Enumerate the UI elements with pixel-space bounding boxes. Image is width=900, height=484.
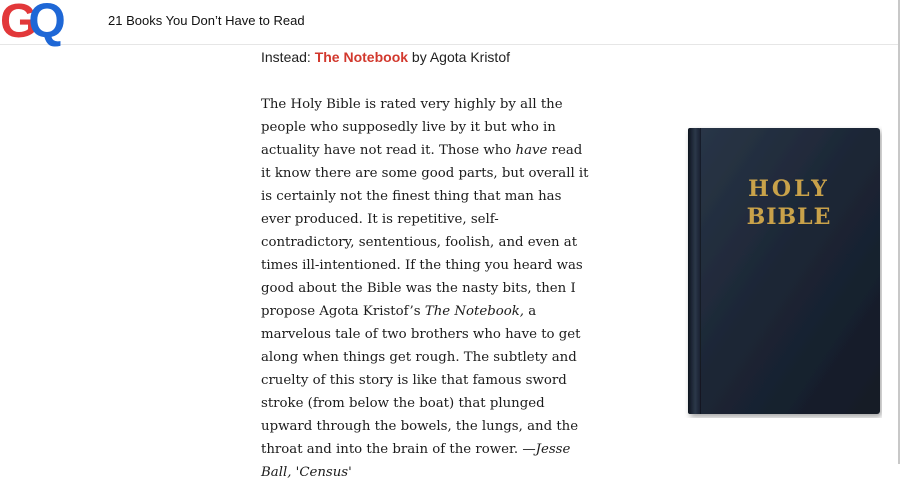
author-signature: —Jesse Ball, 'Census': [261, 442, 571, 480]
header-bar: [0, 0, 898, 48]
article-section: [261, 48, 591, 66]
book-cover-line-1: HOLY: [748, 176, 830, 202]
book-title-link[interactable]: The Notebook: [314, 49, 409, 65]
book-cover-line-2: BIBLE: [746, 204, 832, 230]
logo-letter-g: G: [0, 0, 29, 48]
holy-bible-image: [684, 126, 882, 418]
page-title: 21 Books You Don’t Have to Read: [108, 13, 305, 28]
logo-letter-q: Q: [28, 0, 57, 48]
paragraph-emphasis-1: have: [515, 143, 548, 158]
paragraph-text-2: read it know there are some good parts, but overall it is certainly not the finest thing that man has ever produced. It is repetitive, self-contradictory, sententious, foolish, and even at times ill-intentioned. If the thing you heard was good about the Bible was the nasty bits, then I propose Agota Kristof’s: [261, 143, 589, 319]
paragraph-emphasis-2: The Notebook,: [424, 304, 525, 319]
paragraph-text-1: The Holy Bible is rated very highly by all the people who supposedly live by it but who in actuality have not read it. Those who: [261, 97, 563, 158]
article-paragraph: [261, 93, 591, 484]
instead-line: [261, 48, 591, 66]
book-author: by Agota Kristof: [408, 49, 510, 65]
instead-prefix: Instead:: [261, 49, 315, 65]
paragraph-text-3: a marvelous tale of two brothers who have to get along when things get rough. The subtlety and cruelty of this story is like that famous sword stroke (from below the boat) that plunged upward through the bowels, the lungs, and the throat and into the brain of the rower.: [261, 304, 581, 457]
gq-logo[interactable]: [0, 0, 92, 46]
